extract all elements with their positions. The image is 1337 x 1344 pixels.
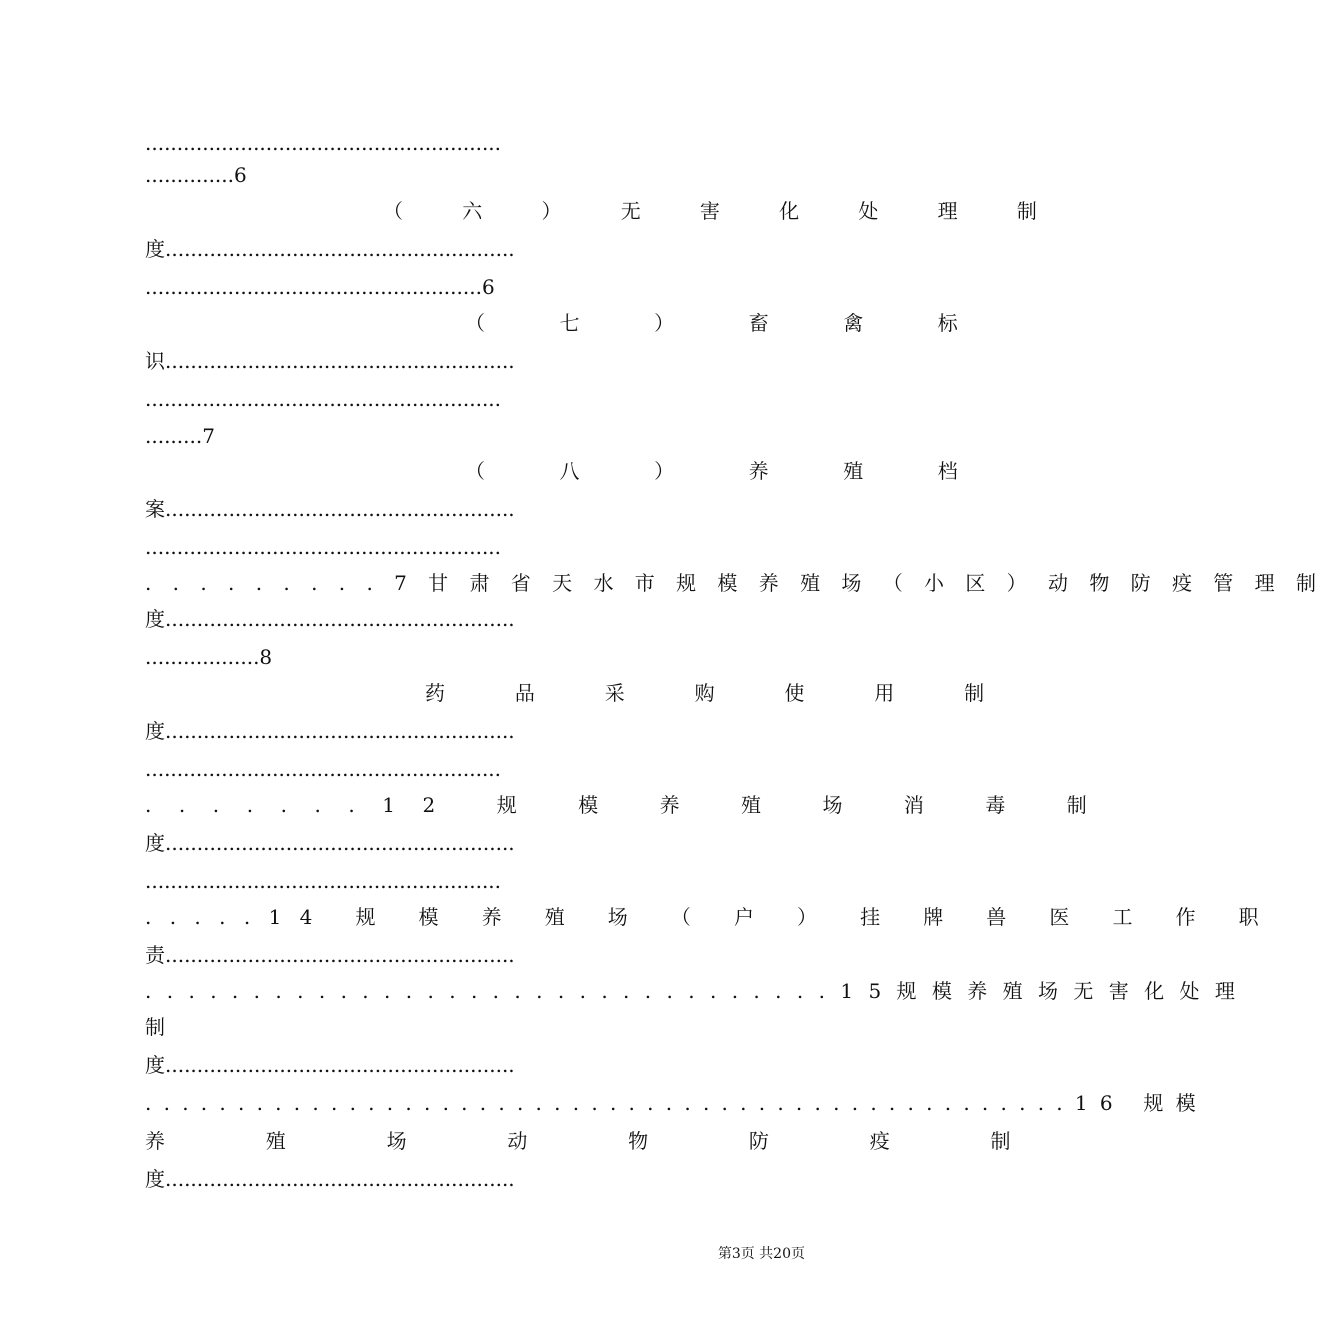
toc-line: [145, 642, 806, 672]
toc-line: [145, 532, 806, 562]
toc-line-text: ........................................................: [145, 757, 502, 781]
toc-line: [425, 678, 1016, 708]
toc-line-text: 度.......................................................: [145, 719, 515, 743]
page-number-footer: 第3页 共20页: [717, 1246, 805, 1262]
toc-line-text: 责.......................................................: [145, 943, 515, 967]
toc-line: [145, 1126, 1058, 1156]
toc-line: [145, 384, 806, 414]
toc-line: [145, 160, 806, 190]
toc-line-text: 养 殖 场 动 物 防 疫 制: [145, 1129, 1058, 1153]
toc-line-text: 药 品 采 购 使 用 制: [425, 681, 1016, 705]
toc-line: [145, 754, 806, 784]
toc-line-text: ........................................................: [145, 387, 502, 411]
toc-line: [145, 604, 806, 634]
toc-line: [145, 976, 1251, 1006]
toc-line-text: .........7: [145, 424, 215, 448]
toc-line: [145, 716, 806, 746]
toc-line: [145, 128, 806, 158]
toc-line: [145, 1050, 806, 1080]
toc-line-text: ........................................................: [145, 131, 502, 155]
toc-line: [145, 866, 806, 896]
toc-line: [383, 196, 1064, 226]
toc-line: [465, 456, 992, 486]
toc-line: [465, 308, 992, 338]
toc-line-text: 度.......................................................: [145, 237, 515, 261]
toc-line: [145, 1012, 806, 1042]
toc-line: [145, 1088, 1208, 1118]
toc-line: [145, 346, 806, 376]
toc-line: [145, 568, 1337, 598]
toc-line-text: 识.......................................................: [145, 349, 515, 373]
toc-line-text: 度.......................................................: [145, 1167, 515, 1191]
toc-line: [145, 272, 806, 302]
toc-line-text: ..................8: [145, 645, 273, 669]
toc-line-text: .....14 规 模 养 殖 场 （ 户 ） 挂 牌 兽 医 工 作 职: [145, 905, 1277, 929]
toc-line-text: （ 七 ） 畜 禽 标: [465, 311, 992, 335]
toc-line: [145, 902, 1277, 932]
toc-line-text: 案.......................................................: [145, 497, 515, 521]
toc-line: [145, 828, 806, 858]
toc-line-text: ........................................................: [145, 535, 502, 559]
toc-line-text: ..................................................16 规模: [145, 1091, 1208, 1115]
toc-line-text: （ 八 ） 养 殖 档: [465, 459, 992, 483]
toc-line-text: .....................................................6: [145, 275, 495, 299]
toc-line-text: ................................15规模养殖场无害化处理: [145, 979, 1251, 1003]
toc-line-text: ........................................................: [145, 869, 502, 893]
toc-line-text: ..............6: [145, 163, 247, 187]
toc-line-text: .........7甘肃省天水市规模养殖场（小区）动物防疫管理制: [145, 571, 1337, 595]
toc-line-text: 度.......................................................: [145, 1053, 515, 1077]
toc-line-text: 度.......................................................: [145, 831, 515, 855]
toc-line: [145, 1164, 806, 1194]
toc-line: [145, 234, 806, 264]
toc-line: [145, 421, 806, 451]
toc-line-text: （ 六 ） 无 害 化 处 理 制: [383, 199, 1064, 223]
toc-line-text: .......12 规 模 养 殖 场 消 毒 制: [145, 793, 1115, 817]
toc-line-text: 度.......................................................: [145, 607, 515, 631]
toc-line: [145, 494, 806, 524]
toc-line: [145, 940, 806, 970]
toc-line: [145, 790, 1115, 820]
toc-line-text: 制: [145, 1015, 165, 1039]
